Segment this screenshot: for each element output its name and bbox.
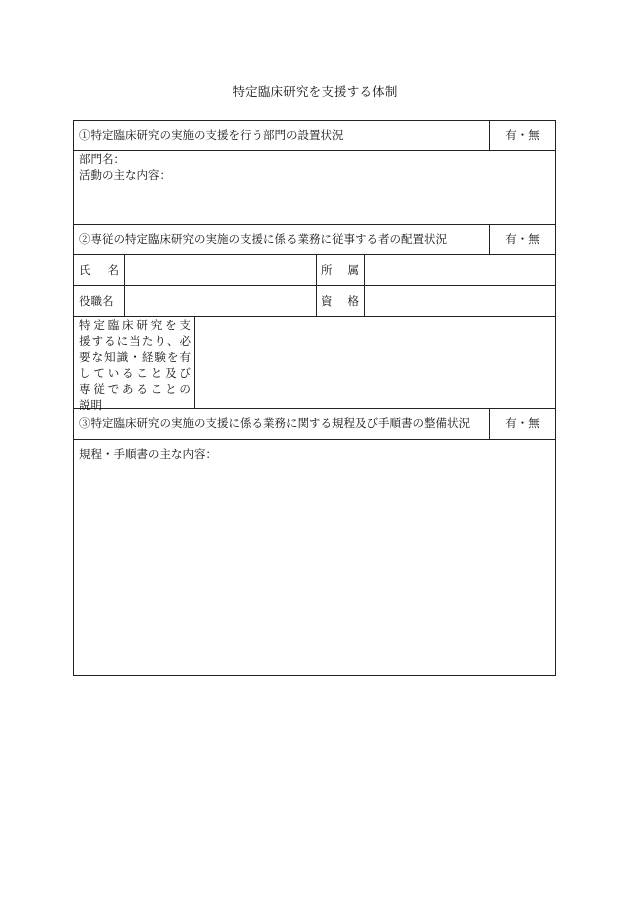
section1-heading: ①特定臨床研究の実施の支援を行う部門の設置状況	[79, 128, 344, 142]
explanation-line	[79, 333, 191, 349]
qualification-label	[321, 293, 359, 309]
explanation-char: る	[136, 382, 148, 396]
explanation-char: て	[93, 366, 105, 380]
explanation-char: 必	[179, 334, 191, 348]
explanation-char: を	[165, 318, 177, 332]
page-title: 特定臨床研究を支援する体制	[232, 84, 398, 99]
explanation-label	[79, 317, 191, 413]
divider	[73, 285, 556, 286]
explanation-char: 床	[122, 318, 134, 332]
section3-choice[interactable]: 有・無	[505, 416, 540, 430]
divider	[124, 254, 125, 316]
explanation-char: 援	[79, 334, 91, 348]
explanation-char: に	[116, 334, 129, 348]
explanation-char: る	[122, 366, 134, 380]
explanation-char: ・	[129, 350, 141, 364]
explanation-line	[79, 317, 191, 333]
explanation-char: り	[154, 334, 166, 348]
explanation-line	[79, 349, 191, 365]
explanation-char: 識	[116, 350, 129, 364]
position-label: 役職名	[79, 294, 114, 308]
qualification-label-char-2: 格	[347, 294, 359, 308]
name-label-char-2: 名	[107, 263, 119, 277]
explanation-char: 特	[79, 318, 91, 332]
explanation-char: る	[104, 334, 116, 348]
explanation-char: の	[179, 382, 191, 396]
explanation-char: び	[179, 366, 191, 380]
explanation-char: を	[166, 350, 179, 364]
explanation-line	[79, 381, 191, 397]
explanation-char: 験	[154, 350, 166, 364]
explanation-char: 定	[93, 318, 105, 332]
explanation-char: す	[91, 334, 104, 348]
affiliation-label-char-2: 属	[347, 263, 359, 277]
divider	[194, 316, 195, 408]
name-label	[79, 262, 119, 278]
explanation-char: と	[150, 366, 163, 380]
affiliation-label-char-1: 所	[321, 263, 333, 277]
explanation-char: で	[107, 382, 120, 396]
explanation-char: い	[107, 366, 120, 380]
activity-content-label: 活動の主な内容：	[79, 168, 171, 182]
explanation-char: こ	[150, 382, 163, 396]
explanation-char: 研	[136, 318, 148, 332]
affiliation-label	[321, 262, 359, 278]
section2-choice[interactable]: 有・無	[505, 232, 540, 246]
divider	[73, 150, 556, 151]
explanation-char: 及	[165, 366, 177, 380]
explanation-char: こ	[136, 366, 148, 380]
divider	[73, 254, 556, 255]
qualification-label-char-1: 資	[321, 294, 333, 308]
rules-content-label: 規程・手順書の主な内容：	[79, 447, 217, 461]
explanation-char: し	[79, 366, 91, 380]
explanation-char: と	[165, 382, 177, 396]
explanation-char: 当	[129, 334, 141, 348]
divider	[316, 254, 317, 316]
divider	[73, 224, 556, 225]
explanation-line	[79, 365, 191, 381]
explanation-char: 知	[104, 350, 116, 364]
name-label-char-1: 氏	[79, 263, 91, 277]
explanation-char: 支	[179, 318, 191, 332]
section3-heading: ③特定臨床研究の実施の支援に係る業務に関する規程及び手順書の整備状況	[79, 416, 470, 430]
explanation-char: 従	[93, 382, 105, 396]
section2-heading: ②専従の特定臨床研究の実施の支援に係る業務に従事する者の配置状況	[79, 232, 447, 246]
explanation-char: 、	[166, 334, 179, 348]
explanation-char: 専	[79, 382, 91, 396]
explanation-char: あ	[122, 382, 134, 396]
explanation-line: 説明	[79, 398, 102, 412]
explanation-char: な	[91, 350, 104, 364]
explanation-char: 究	[150, 318, 163, 332]
explanation-char: 有	[179, 350, 191, 364]
explanation-char: 要	[79, 350, 91, 364]
divider	[364, 254, 365, 316]
divider	[73, 439, 556, 440]
explanation-char: た	[141, 334, 154, 348]
section1-choice[interactable]: 有・無	[505, 128, 540, 142]
explanation-char: 臨	[107, 318, 120, 332]
explanation-char: 経	[141, 350, 154, 364]
department-name-label: 部門名：	[79, 152, 125, 166]
